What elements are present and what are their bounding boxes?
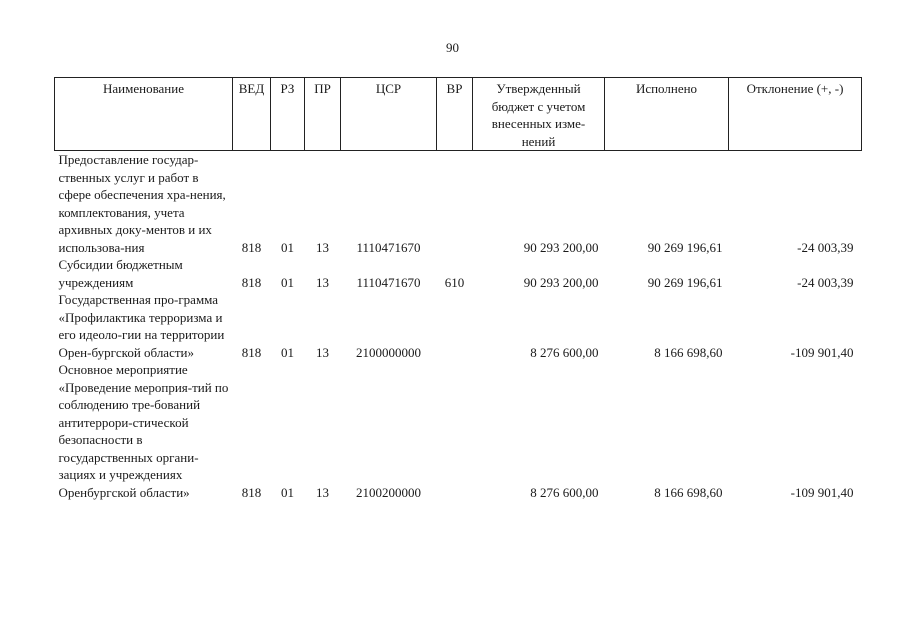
row-vr (437, 361, 473, 501)
table-row (55, 151, 862, 257)
header-pr: ПР (305, 78, 341, 151)
row-executed: 90 269 196,61 (647, 239, 723, 255)
header-row (55, 78, 862, 151)
row-deviation: -109 901,40 (790, 484, 854, 500)
row-rz: 01 (281, 344, 294, 360)
row-name: Предоставление государ-ственных услуг и работ в сфере обеспечения хра-нения, комплектования, учета архивных доку-ментов и их использова-ния (58, 152, 226, 255)
table-row (55, 256, 862, 291)
row-approved: 8 276 600,00 (530, 344, 599, 360)
header-csr: ЦСР (341, 78, 437, 151)
row-approved: 90 293 200,00 (523, 239, 599, 255)
row-deviation: -24 003,39 (797, 239, 854, 255)
row-deviation: -24 003,39 (797, 274, 854, 290)
budget-execution-table (54, 77, 862, 501)
header-executed: Исполнено (605, 78, 729, 151)
header-deviation: Отклонение (+, -) (729, 78, 862, 151)
row-ved: 818 (241, 484, 262, 500)
row-rz: 01 (281, 274, 294, 290)
row-approved: 8 276 600,00 (530, 484, 599, 500)
row-name: Субсидии бюджетным учреждениям (58, 257, 183, 290)
table-row (55, 291, 862, 361)
row-csr: 2100200000 (356, 484, 421, 500)
row-vr: 610 (444, 274, 465, 290)
row-pr: 13 (316, 239, 329, 255)
row-ved: 818 (241, 274, 262, 290)
row-rz: 01 (281, 239, 294, 255)
row-vr (437, 291, 473, 361)
row-deviation: -109 901,40 (790, 344, 854, 360)
row-approved: 90 293 200,00 (523, 274, 599, 290)
row-pr: 13 (316, 274, 329, 290)
table-row (55, 361, 862, 501)
row-vr (437, 151, 473, 257)
row-executed: 8 166 698,60 (654, 344, 723, 360)
row-name: Государственная про-грамма «Профилактика терроризма и его идеоло-гии на территории Орен-бургской области» (58, 292, 225, 360)
header-rz: РЗ (271, 78, 305, 151)
row-ved: 818 (241, 239, 262, 255)
row-rz: 01 (281, 484, 294, 500)
header-approved-budget: Утвержденный бюджет с учетом внесенных изме-нений (473, 78, 605, 151)
header-vr: ВР (437, 78, 473, 151)
row-name: Основное мероприятие «Проведение мероприя-тий по соблюдению тре-бований антитеррори-стической безопасности в государственных органи-зациях и учреждениях Оренбургской области» (58, 362, 229, 500)
row-csr: 2100000000 (356, 344, 421, 360)
header-name: Наименование (55, 78, 233, 151)
page-number: 90 (446, 40, 459, 55)
row-ved: 818 (241, 344, 262, 360)
header-ved: ВЕД (233, 78, 271, 151)
row-csr: 1110471670 (356, 274, 421, 290)
row-pr: 13 (316, 344, 329, 360)
row-pr: 13 (316, 484, 329, 500)
row-executed: 90 269 196,61 (647, 274, 723, 290)
row-executed: 8 166 698,60 (654, 484, 723, 500)
row-csr: 1110471670 (356, 239, 421, 255)
